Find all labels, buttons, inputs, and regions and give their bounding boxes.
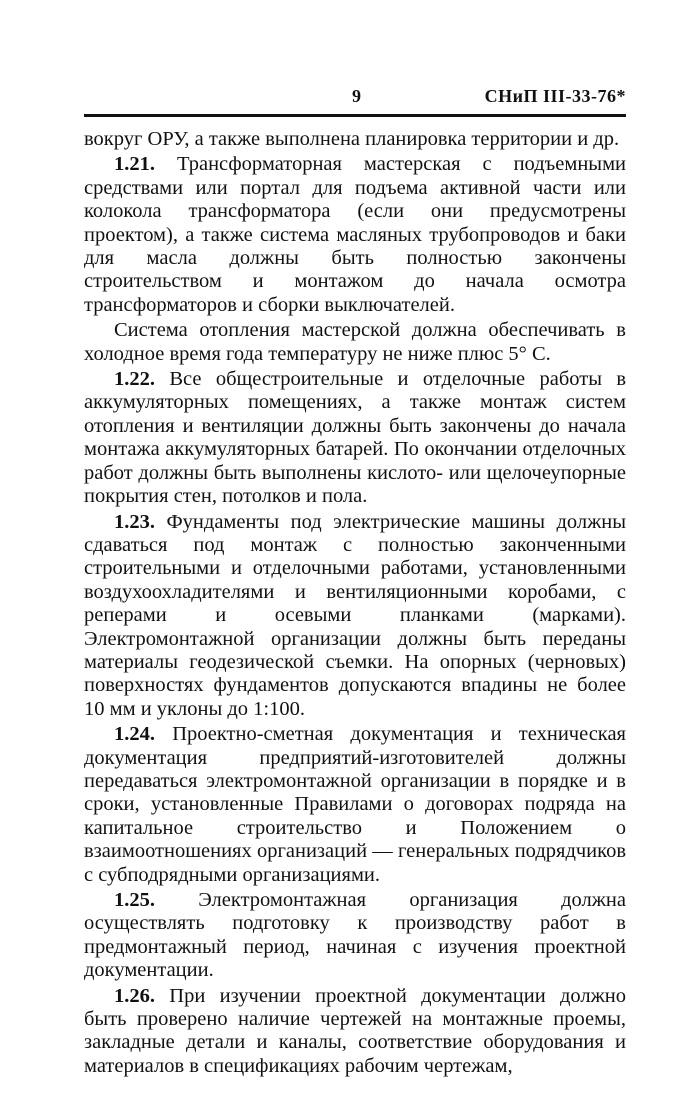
clause-1-22 xyxy=(84,368,626,508)
clause-1-26 xyxy=(84,985,626,1079)
paragraph-text: Все общестроительные и отделочные работы в аккумуляторных помещениях, а также монтаж систем отопления и вентиляции должны быть закончены до начала монтажа аккумуляторных батарей. По окончании отделочных работ должны быть выполнены кислото- или щелочеупорные покрытия стен, потолков и пола. xyxy=(84,368,626,508)
paragraph-text: Трансформаторная мастерская с подъемными средствами или портал для подъема активной части или колокола трансформатора (если они предусмотрены проектом), а также система масляных трубопроводов и баки для масла должны быть полностью закончены строительством и монтажом до начала осмотра трансформаторов и сборки выключателей. xyxy=(84,153,627,316)
page-header xyxy=(84,86,626,110)
clause-number: 1.24. xyxy=(114,723,155,746)
clause-1-25 xyxy=(84,889,626,983)
clause-number: 1.23. xyxy=(114,510,155,533)
document-code: СНиП III-33-76* xyxy=(484,86,626,106)
paragraph-text: Фундаменты под электрические машины должны сдаваться под монтаж с полностью законченными строительными и отделочными работами, установленными воздухоохладителями и вентиляционными коробами, с реперами и осевыми планками (марками). Электромонтажной организации должны быть переданы материалы геодезической съемки. На опорных (черновых) поверхностях фундаментов допускаются впадины не более 10 мм и уклоны до 1:100. xyxy=(84,510,627,720)
paragraph-text: Проектно-сметная документация и техническая документация предприятий-изготовителей должны передаваться электромонтажной организации в порядке и в сроки, установленные Правилами о договорах подряда на капитальное строительство и Положением о взаимоотношениях организаций — генеральных подрядчиков с субподрядными организациями. xyxy=(84,723,626,886)
clause-1-24 xyxy=(84,723,626,887)
clause-number: 1.22. xyxy=(114,368,155,391)
paragraph-continuation xyxy=(84,128,626,151)
paragraph-heating xyxy=(84,319,626,366)
header-rule xyxy=(84,114,626,117)
paragraph-text: При изучении проектной документации должно быть проверено наличие чертежей на монтажные проемы, закладные детали и каналы, соответствие оборудования и материалов в спецификациях рабочим чертежам, xyxy=(84,984,626,1077)
clause-1-21 xyxy=(84,153,626,317)
paragraph-text: Электромонтажная организация должна осуществлять подготовку к производству работ в предмонтажный период, начиная с изучения проектной документации. xyxy=(84,889,626,982)
page-number: 9 xyxy=(352,86,361,106)
clause-number: 1.25. xyxy=(114,889,155,911)
body-text xyxy=(84,128,626,1078)
paragraph-text: Система отопления мастерской должна обеспечивать в холодное время года температуру не ниже плюс 5° С. xyxy=(84,319,626,365)
paragraph-text: вокруг ОРУ, а также выполнена планировка территории и др. xyxy=(84,128,620,150)
clause-number: 1.26. xyxy=(114,984,155,1007)
clause-number: 1.21. xyxy=(114,153,155,176)
clause-1-23 xyxy=(84,511,626,722)
